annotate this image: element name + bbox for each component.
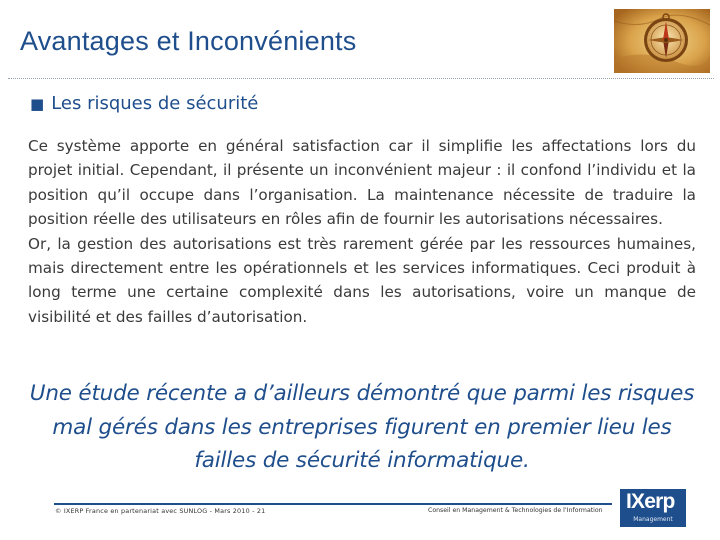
title-divider (8, 78, 714, 79)
section-heading-text: Les risques de sécurité (51, 93, 259, 114)
footer-copyright: © IXERP France en partenariat avec SUNLOG - Mars 2010 - 21 (55, 507, 266, 515)
section-heading (30, 93, 258, 114)
footer-tagline: Conseil en Management & Technologies de l’Information (428, 507, 603, 514)
highlight-quote: Une étude récente a d’ailleurs démontré que parmi les risques mal gérés dans les entreprises figurent en premier lieu les failles de sécurité informatique. (29, 381, 695, 473)
body-text (28, 134, 696, 329)
footer-divider (54, 503, 612, 505)
square-bullet-icon: ■ (30, 95, 45, 113)
ixerp-logo (620, 489, 686, 527)
paragraph-1: Ce système apporte en général satisfaction car il simplifie les affectations lors du projet initial. Cependant, il présente un inconvénient majeur : il confond l’individu et la position qu’il occupe dans l’organisation. La maintenance nécessite de traduire la position réelle des utilisateurs en rôles afin de fournir les autorisations nécessaires. (28, 137, 696, 229)
slide-title: Avantages et Inconvénients (20, 26, 357, 56)
logo-tagline: Management (633, 516, 673, 523)
logo-name: IXerp (626, 490, 675, 513)
paragraph-2: Or, la gestion des autorisations est très rarement gérée par les ressources humaines, mais directement entre les opérationnels et les services informatiques. Ceci produit à long terme une certaine complexité dans les autorisations, voire un manque de visibilité et des failles d’autorisation. (28, 234, 696, 326)
compass-image (614, 9, 710, 73)
